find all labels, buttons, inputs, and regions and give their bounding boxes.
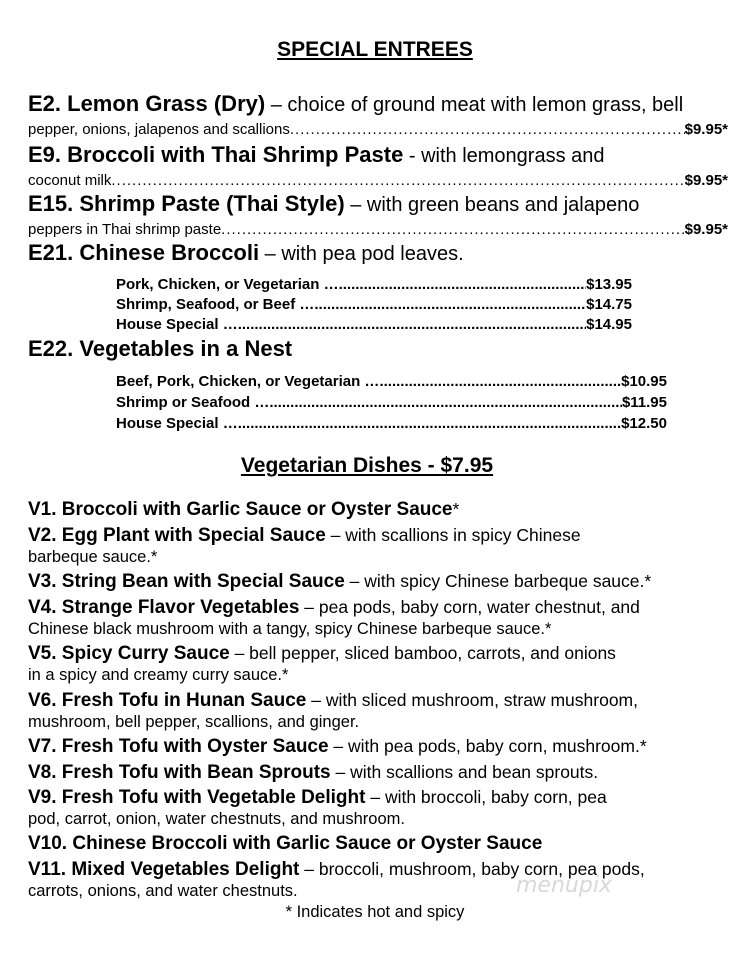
veg-item-name: V7. Fresh Tofu with Oyster Sauce <box>28 736 329 757</box>
leader-dots <box>314 295 586 315</box>
veg-item-desc-cont: carrots, onions, and water chestnuts. <box>28 882 298 900</box>
veg-item-name: V8. Fresh Tofu with Bean Sprouts <box>28 762 331 783</box>
veg-item-v3 <box>28 570 728 593</box>
page-title: SPECIAL ENTREES <box>277 38 473 61</box>
veg-item-desc: – bell pepper, sliced bamboo, carrots, and onions <box>229 643 616 663</box>
leader-dots <box>379 372 621 392</box>
option-label: Beef, Pork, Chicken, or Vegetarian … <box>116 373 380 390</box>
option-row <box>116 275 632 295</box>
option-label: Pork, Chicken, or Vegetarian … <box>116 276 339 293</box>
veg-item-v1 <box>28 498 728 521</box>
entree-desc: – choice of ground meat with lemon grass, bell <box>265 94 684 116</box>
option-row <box>116 372 667 392</box>
option-label: Shrimp or Seafood ….......... <box>116 394 312 411</box>
leader-dots <box>111 171 684 191</box>
option-price: $11.95 <box>621 394 667 411</box>
veg-item-desc-cont: in a spicy and creamy curry sauce.* <box>28 666 289 684</box>
veg-item-desc: * <box>452 499 460 519</box>
entree-desc: - with lemongrass and <box>403 145 605 167</box>
veg-item-name: V1. Broccoli with Garlic Sauce or Oyster Sauce <box>28 499 453 520</box>
veg-item-v9 <box>28 786 728 830</box>
veg-item-name: V3. String Bean with Special Sauce <box>28 571 345 592</box>
option-row <box>116 315 632 335</box>
watermark-logo: menupix <box>516 873 612 898</box>
entree-name: E15. Shrimp Paste (Thai Style) <box>28 191 345 216</box>
leader-dots <box>290 120 685 140</box>
entree-e9 <box>28 143 728 191</box>
veg-item-v5 <box>28 642 728 686</box>
entree-price: $9.95* <box>684 172 728 189</box>
veg-item-desc-cont: Chinese black mushroom with a tangy, spicy Chinese barbeque sauce.* <box>28 620 552 638</box>
entree-e15 <box>28 192 728 240</box>
entree-desc: – with green beans and jalapeno <box>344 194 640 216</box>
veg-item-desc: – with scallions and bean sprouts. <box>330 762 599 782</box>
veg-item-v6 <box>28 689 728 733</box>
option-label: House Special … <box>116 415 238 432</box>
option-label: House Special … <box>116 316 238 333</box>
veg-item-name: V10. Chinese Broccoli with Garlic Sauce or Oyster Sauce <box>28 833 543 854</box>
option-price: $13.95 <box>586 276 632 293</box>
entree-desc-cont: peppers in Thai shrimp paste <box>28 221 222 238</box>
veg-item-v7 <box>28 735 728 758</box>
leader-dots <box>238 315 586 335</box>
entree-name: E9. Broccoli with Thai Shrimp Paste <box>28 142 404 167</box>
entree-desc-cont: pepper, onions, jalapenos and scallions <box>28 121 290 138</box>
entree-desc-cont: coconut milk <box>28 172 112 189</box>
option-row <box>116 295 632 315</box>
option-label: Shrimp, Seafood, or Beef … <box>116 296 315 313</box>
leader-dots <box>311 393 622 413</box>
option-row <box>116 393 667 413</box>
veg-item-name: V2. Egg Plant with Special Sauce <box>28 525 326 546</box>
option-price: $12.50 <box>621 415 667 432</box>
veg-item-v2 <box>28 524 728 568</box>
option-price: $10.95 <box>621 373 667 390</box>
vegetarian-section-title: Vegetarian Dishes - $7.95 <box>240 454 494 477</box>
entree-name: E22. Vegetables in a Nest <box>28 336 293 361</box>
veg-item-name: V9. Fresh Tofu with Vegetable Delight <box>28 787 366 808</box>
entree-e2 <box>28 92 728 140</box>
option-row <box>116 414 667 434</box>
leader-dots <box>339 275 587 295</box>
entree-e22 <box>28 337 728 362</box>
entree-desc: – with pea pod leaves. <box>259 243 464 265</box>
veg-item-desc: – broccoli, mushroom, baby corn, pea pods, <box>299 859 645 879</box>
option-price: $14.95 <box>586 316 632 333</box>
veg-item-desc-cont: mushroom, bell pepper, scallions, and ginger. <box>28 713 360 731</box>
veg-item-name: V11. Mixed Vegetables Delight <box>28 859 300 880</box>
veg-item-name: V5. Spicy Curry Sauce <box>28 643 230 664</box>
footnote: * Indicates hot and spicy <box>285 903 465 921</box>
veg-item-v8 <box>28 761 728 784</box>
veg-item-name: V6. Fresh Tofu in Hunan Sauce <box>28 690 307 711</box>
veg-item-v10 <box>28 832 728 855</box>
entree-price: $9.95* <box>684 121 728 138</box>
veg-item-v4 <box>28 596 728 640</box>
veg-item-desc-cont: pod, carrot, onion, water chestnuts, and mushroom. <box>28 810 405 828</box>
entree-name: E2. Lemon Grass (Dry) <box>28 91 266 116</box>
veg-item-desc: – with sliced mushroom, straw mushroom, <box>306 690 638 710</box>
veg-item-desc: – with scallions in spicy Chinese <box>325 525 581 545</box>
leader-dots <box>238 414 621 434</box>
veg-item-desc: – with pea pods, baby corn, mushroom.* <box>328 736 647 756</box>
entree-price: $9.95* <box>684 221 728 238</box>
entree-e21 <box>28 241 728 266</box>
veg-item-v11 <box>28 858 728 902</box>
veg-item-desc-cont: barbeque sauce.* <box>28 548 158 566</box>
leader-dots <box>221 220 684 240</box>
veg-item-desc: – with broccoli, baby corn, pea <box>365 787 607 807</box>
veg-item-desc: – pea pods, baby corn, water chestnut, and <box>299 597 640 617</box>
option-price: $14.75 <box>586 296 632 313</box>
veg-item-name: V4. Strange Flavor Vegetables <box>28 597 300 618</box>
veg-item-desc: – with spicy Chinese barbeque sauce.* <box>344 571 652 591</box>
entree-name: E21. Chinese Broccoli <box>28 240 260 265</box>
